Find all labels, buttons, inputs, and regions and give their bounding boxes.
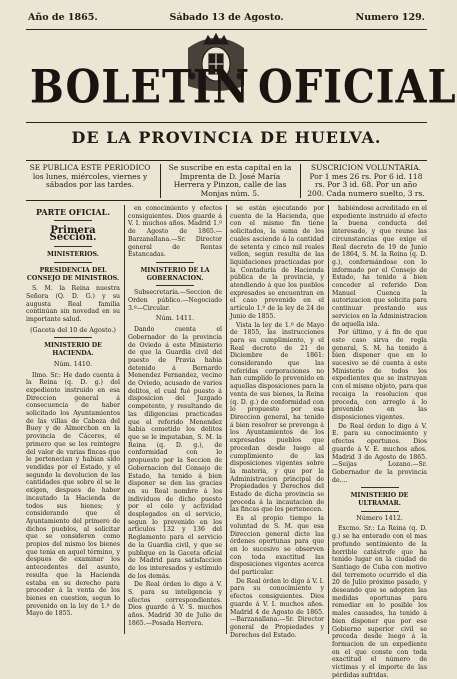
subscription-info	[26, 164, 427, 198]
masthead-top-line	[28, 12, 425, 26]
article-number: Número 1412.	[356, 513, 403, 522]
column-separator	[300, 164, 301, 198]
column-rule	[328, 205, 329, 634]
masthead-title-right: OFICIAL	[258, 60, 457, 115]
column-separator	[160, 164, 161, 198]
column-2	[128, 205, 222, 636]
article-text: habiéndose acreditado en el expediente instruido al efecto la buena conducta del interesado, y que reune las circunstancias que exige el Real decreto de 19 de Junio de 1864, S. M. la Reina (q. D. g.), conformándose con lo informado por el Consejo de Estado, ha tenido á bien conceder al referido Don Manuel Cuenca la autorizacion que solicita para continuar prestando sus servicios en la Administracion de aquella isla.	[332, 205, 427, 328]
article-text: Subsecretaría.—Seccion de Orden público.—Negociado 3.º—Circular.	[128, 289, 222, 312]
article-text: Dando cuenta el Gobernador de la provincia de Oviedo á este Ministerio de que la Guardia civil del puesto de Pravia habia detenido á Bernardo Menendez Fernandez, vecino de Oviedo, acusado de varios delitos, el cual fué puesto á disposicion del Juzgado competente, y resultando de las diligencias practicadas que el referido Menendez habia cometido los delitos que se le imputaban, S. M. la Reina (q. D. g.), de conformidad con lo propuesto por la Seccion de Gobernacion del Consejo de Estado, ha tenido á bien disponer se den las gracias en su Real nombre á los individuos de dicho puesto por el celo y actividad desplegados en el servicio, segun lo prevenido en los artículos 132 y 136 del Reglamento para el servicio de la Guardia civil, y que se publique en la Gaceta oficial de Madrid para satisfaccion de los interesados y estímulo de los demás.	[128, 326, 222, 580]
article-number: Núm. 1411.	[155, 314, 195, 323]
article-text: Es al propio tiempo la voluntad de S. M. que esa Direccion general dicte las órdenes oportunas para que en lo sucesivo se observen con toda exactitud las disposiciones vigentes acerca del particular.	[230, 515, 324, 577]
article-heading: PRESIDENCIA DEL CONSEJO DE MINISTROS.	[26, 266, 120, 282]
column-3	[230, 205, 324, 639]
article-text: Vista la ley de 1.º de Mayo de 1855, las instrucciones para su cumplimiento, y el Real decreto de 21 de Diciembre de 1861: considerando que las referidas corporaciones no han cumplido lo prevenido en aquellas disposiciones para la venta de sus bienes, la Reina (q. D. g.) de conformidad con lo propuesto por esa Direccion general, ha tenido á bien resolver se prevenga á los Ayuntamientos de los expresados pueblos que procedan desde luego al cumplimiento de las disposiciones vigentes sobre la materia, y que por la Administracion principal de Propiedades y Derechos del Estado de dicha provincia se proceda á la incautacion de las fincas que les pertenecen.	[230, 321, 324, 514]
column-4	[332, 205, 427, 679]
article-text: en conocimiento y efectos consiguientes. Dios guarde á V. I. muchos años. Madrid 1.º de Agosto de 1865.—Barzanallana.—Sr. Director general de Rentas Estancadas.	[128, 205, 222, 259]
article-heading: MINISTERIO DE ULTRAMAR.	[350, 492, 409, 508]
issue-date: Sábado 13 de Agosto.	[169, 12, 284, 23]
article-source: (Gaceta del 10 de Agosto.)	[30, 325, 116, 334]
column-1	[26, 205, 120, 636]
article-text: De Real órden lo digo á V. E. para su conocimiento y efectos oportunos. Dios guarde á V. E. muchos años. Madrid 3 de Agosto de 1865.—Seijas Lozano.—Sr. Gobernador de la provincia de....	[332, 422, 427, 484]
article-text: Excmo. Sr.: La Reina (q. D. g.) se ha enterado con el mas profundo sentimiento de la horrible catástrofe que ha tenido lugar en la ciudad de Santiago de Cuba con motivo del terremoto ocurrido el dia 20 de Julio próximo pasado, y deseando que se adopten las medidas oportunas para remediar en lo posible los males causados, ha tenido á bien disponer que por ese Gobierno superior civil se proceda desde luego á la formacion de un expediente en el que conste con toda exactitud el número de víctimas y el importe de las pérdidas sufridas.	[332, 525, 427, 679]
column-rule	[124, 205, 125, 634]
article-text: De Real órden lo digo á V. S. para su inteligencia y efectos correspondientes. Dios guarde á V. S. muchos años. Madrid 30 de Julio de 1865.—Posada Herrera.	[128, 581, 222, 627]
article-heading: MINISTERIOS.	[47, 251, 99, 259]
section-subheading: Primera Seccion.	[49, 224, 97, 244]
masthead-subtitle: DE LA PROVINCIA DE HUELVA.	[71, 128, 382, 147]
article-heading: MINISTERIO DE HACIENDA.	[44, 342, 102, 358]
article-text: Por último, y á fin de que este caso sirva de regla general, S. M. ha tenido á bien disponer que en lo sucesivo se dé cuenta á este Ministerio de todos los expedientes que se instruyan con el mismo objeto, para que recaiga la resolucion que proceda, con arreglo á lo prevenido en las disposiciones vigentes.	[332, 329, 427, 421]
article-text: Ilmo. Sr.: He dado cuenta á la Reina (q. D. g.) del expediente instruido en esa Direccion general á consecuencia de haber solicitado los Ayuntamientos de las villas de Cabeza del Buey y de Almorchon en la provincia de Cáceres, el primero que se les reintegre del valor de varias fincas que le pertenecian y habian sido vendidas por el Estado, y el segundo la devolucion de las cantidades que sobre él se le exigen, despues de haber incautado la Hacienda de todos sus bienes; y considerando que el Ayuntamiento del primero de dichos pueblos, al solicitar que se consideren como propios del mismo los bienes que tenia en aquel término, y despues de examinar los antecedentes del asunto, resulta que la Hacienda estaba en su derecho para proceder á la venta de los bienes en cuestion, segun lo prevenido en la ley de 1.º de Mayo de 1855.	[26, 371, 120, 618]
title-divider	[26, 122, 427, 123]
article-text: se están ejecutando por cuenta de la Hacienda, que con el mismo fin tiene solicitados, la suma de los cuales asciende á la cantidad de setenta y cinco mil reales vellon, segun resulta de las liquidaciones practicadas por la Contaduría de Hacienda pública de la provincia, y atendiendo á que los pueblos expresados se encuentran en el caso prevenido en el artículo 1.º de la ley de 24 de Junio de 1855.	[230, 205, 324, 320]
article-text: De Real órden lo digo á V. I. para su conocimiento y efectos consiguientes. Dios guarde á V. I. muchos años. Madrid 4 de Agosto de 1865.—Barzanallana.—Sr. Director general de Propiedades y Derechos del Estado.	[230, 577, 324, 639]
issue-number: Numero 129.	[355, 12, 425, 23]
header-bottom-divider	[26, 200, 427, 201]
issue-year: Año de 1865.	[28, 12, 98, 23]
subscription-prices: SUSCRICION VOLUNTARIA. Por 1 mes 26 rs. Por 6 id. 118 rs. Por 3 id. 68. Por un año 200. Cada numero suelto, 3 rs.	[307, 163, 425, 198]
article-number: Núm. 1410.	[53, 359, 93, 368]
masthead-title-left: BOLETIN	[30, 60, 251, 115]
column-rule	[226, 205, 227, 634]
article-text: S. M. la Reina nuestra Señora (Q. D. G.) y su augusta Real familia continúan sin novedad en su importante salud.	[26, 285, 120, 324]
subscription-place: Se suscribe en esta capital en la Imprenta de D. José María Herrera y Pinzon, calle de las Monjas núm. 5.	[168, 163, 292, 198]
subtitle-divider	[26, 160, 427, 161]
article-heading: MINISTERIO DE LA GOBERNACION.	[140, 266, 210, 282]
section-heading: PARTE OFICIAL.	[35, 207, 111, 217]
publication-schedule: SE PUBLICA ESTE PERIODICO los lunes, miércoles, viernes y sábados por las tardes.	[29, 163, 151, 189]
